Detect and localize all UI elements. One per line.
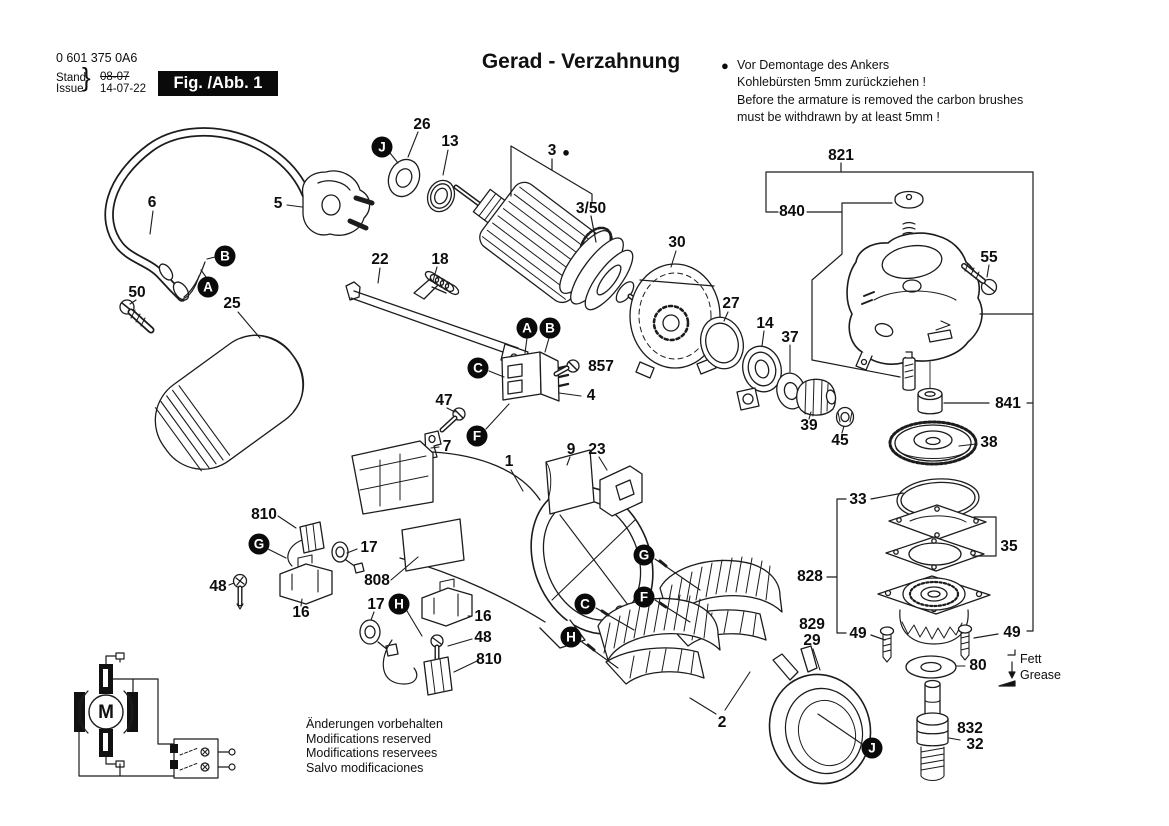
callout-2: 2 <box>717 714 727 731</box>
stand-value: 08-07 <box>100 71 130 83</box>
callout-16-right: 16 <box>474 608 492 625</box>
callout-1: 1 <box>504 453 514 470</box>
figure-label-box: Fig. /Abb. 1 <box>158 71 278 96</box>
callout-39: 39 <box>800 417 818 434</box>
callout-47: 47 <box>435 392 453 409</box>
callout-48-left: 48 <box>209 578 227 595</box>
note-german <box>737 57 926 90</box>
callout-49-right: 49 <box>1003 624 1021 641</box>
callout-49-left: 49 <box>849 625 867 642</box>
badge-H-coil: H <box>561 627 582 648</box>
callout-26: 26 <box>413 116 431 133</box>
callout-33: 33 <box>849 491 867 508</box>
note-bullet-icon: ● <box>721 58 729 73</box>
badge-F-switch: F <box>467 426 488 447</box>
page-title: Gerad - Verzahnung <box>481 50 681 73</box>
gear-head-drawing <box>847 192 996 414</box>
motor-symbol-label: M <box>98 702 114 723</box>
callout-810-right: 810 <box>476 651 502 668</box>
legend-grease: Grease <box>1020 668 1061 682</box>
footer-line-2: Modifications reserved <box>306 731 432 746</box>
callout-840: 840 <box>779 203 805 220</box>
callout-17-right: 17 <box>367 596 385 613</box>
callout-32: 32 <box>966 736 984 753</box>
callout-27: 27 <box>722 295 740 312</box>
callout-6: 6 <box>147 194 157 211</box>
callout-829: 829 <box>799 616 825 633</box>
badge-H-brush: H <box>389 594 410 615</box>
legend-fett: Fett <box>1020 652 1042 666</box>
callout-9: 9 <box>566 441 576 458</box>
callout-23: 23 <box>588 441 606 458</box>
callout-48-right: 48 <box>474 629 492 646</box>
stand-label: Stand <box>56 72 87 84</box>
note-en-line1: Before the armature is removed the carbon brushes <box>737 93 1024 107</box>
callout-13: 13 <box>441 133 459 150</box>
callout-25: 25 <box>223 295 241 312</box>
callout-832: 832 <box>957 720 983 737</box>
callout-7: 7 <box>442 438 452 455</box>
lever-drawing <box>346 269 528 368</box>
badge-C-coil: C <box>575 594 596 615</box>
callout-35: 35 <box>1000 538 1018 555</box>
badge-A-switch: A <box>517 318 538 339</box>
issue-value: 14-07-22 <box>100 83 147 95</box>
badge-J-guard: J <box>862 738 883 759</box>
callout-828: 828 <box>797 568 823 585</box>
callout-22: 22 <box>371 251 389 268</box>
note-de-line1: Vor Demontage des Ankers <box>737 58 890 72</box>
footer-line-4: Salvo modificaciones <box>306 760 424 775</box>
flange-train-drawing <box>630 264 854 427</box>
bearings-drawing <box>383 155 459 216</box>
callout-30: 30 <box>668 234 686 251</box>
note-en-line2: must be withdrawn by at least 5mm ! <box>737 109 940 124</box>
callout-16-left: 16 <box>292 604 310 621</box>
callout-4: 4 <box>586 387 596 404</box>
callout-80: 80 <box>969 657 987 674</box>
footer-line-1: Änderungen vorbehalten <box>306 717 443 731</box>
badge-F-coil: F <box>634 587 655 608</box>
callout-17-left: 17 <box>360 539 378 556</box>
badge-J-top: J <box>372 137 393 158</box>
callout-857: 857 <box>588 358 614 375</box>
brace-glyph: } <box>82 62 91 92</box>
note-english <box>737 92 1023 125</box>
callout-37: 37 <box>781 329 799 346</box>
callout-841: 841 <box>995 395 1021 412</box>
badge-B-cable: B <box>215 246 236 267</box>
callout-55: 55 <box>980 249 998 266</box>
callout-18: 18 <box>431 251 449 268</box>
modifications-footer <box>306 717 443 775</box>
armature-drawing <box>456 178 662 321</box>
badge-B-switch: B <box>540 318 561 339</box>
callout-45: 45 <box>831 432 849 449</box>
badge-G-brush: G <box>249 534 270 555</box>
power-cord-drawing <box>109 132 372 303</box>
footer-line-3: Modifications reservees <box>306 746 438 760</box>
document-part-number: 0 601 375 0A6 <box>56 51 138 65</box>
callout-29: 29 <box>803 632 821 649</box>
callout-3: 3 <box>547 142 557 159</box>
callout-808: 808 <box>364 572 390 589</box>
callout-3-50: 3/50 <box>575 200 607 217</box>
badge-G-coil: G <box>634 545 655 566</box>
callout-3-bullet-icon: ● <box>562 144 570 160</box>
cap-drawing <box>120 300 321 487</box>
callout-38: 38 <box>980 434 998 451</box>
issue-label: Issue <box>56 83 84 95</box>
badge-A-cable: A <box>198 277 219 298</box>
callout-821: 821 <box>828 147 854 164</box>
callout-50: 50 <box>128 284 146 301</box>
callout-14: 14 <box>756 315 774 332</box>
note-de-line2: Kohlebürsten 5mm zurückziehen ! <box>737 74 926 89</box>
callout-810-left: 810 <box>251 506 277 523</box>
callout-5: 5 <box>273 195 283 212</box>
badge-C-switch: C <box>468 358 489 379</box>
